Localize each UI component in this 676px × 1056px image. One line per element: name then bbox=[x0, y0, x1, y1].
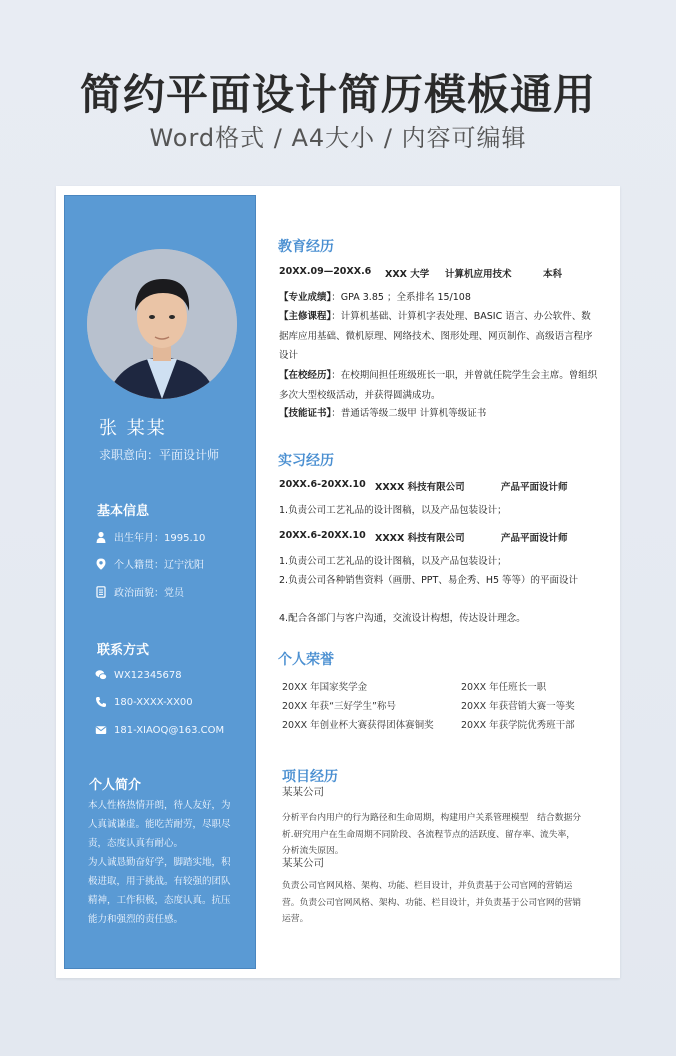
projects-title: 项目经历 bbox=[282, 769, 338, 785]
basic-info-heading: 基本信息 bbox=[97, 504, 150, 519]
email-row bbox=[95, 724, 224, 736]
job-period: 20XX.6-20XX.10 bbox=[279, 530, 366, 541]
document-icon bbox=[95, 586, 107, 598]
resume-sidebar bbox=[64, 195, 256, 969]
origin-row bbox=[95, 556, 204, 571]
job-company: XXXX 科技有限公司 bbox=[375, 482, 465, 493]
education-school: XXX 大学 bbox=[385, 269, 430, 280]
internship-job-2-header bbox=[279, 530, 568, 544]
score-text: ：GPA 3.85 ；全系排名 15/108 bbox=[331, 292, 471, 303]
honor-item: 20XX 年获学院优秀班干部 bbox=[461, 720, 575, 731]
cert-label: 【技能证书】 bbox=[279, 408, 332, 419]
bio-paragraph-1: 本人性格热情开朗，待人友好，为人真诚谦虚。能吃苦耐劳，尽职尽责，态度认真有耐心。 bbox=[88, 800, 231, 849]
education-major: 计算机应用技术 bbox=[445, 269, 512, 280]
job-period: 20XX.6-20XX.10 bbox=[279, 479, 366, 490]
contact-heading: 联系方式 bbox=[97, 643, 150, 658]
honor-item: 20XX 年获营销大赛一等奖 bbox=[461, 701, 575, 712]
campus-text: ：在校期间担任班级班长一职，并曾就任院学生会主席。曾组织多次大型校级活动，并获得圆满成功。 bbox=[279, 370, 598, 401]
project-description: 负责公司官网风格、架构、功能、栏目设计，并负责基于公司官网的营销运营。负责公司官网风格、架构、功能、栏目设计，并负责基于公司官网的营销运营。 bbox=[282, 881, 582, 924]
education-score bbox=[279, 288, 599, 308]
phone-row bbox=[95, 696, 193, 708]
job-role: 产品平面设计师 bbox=[501, 533, 568, 544]
honor-item: 20XX 年国家奖学金 bbox=[282, 682, 368, 693]
education-courses bbox=[279, 307, 599, 366]
wechat-icon bbox=[95, 669, 107, 681]
job-2-duty-1: 1.负责公司工艺礼品的设计图稿，以及产品包装设计； bbox=[279, 556, 507, 567]
job-2-duty-2: 2.负责公司各种销售资料（画册、PPT、易企秀、H5 等等）的平面设计 bbox=[279, 575, 579, 586]
location-pin-icon bbox=[95, 558, 107, 570]
education-cert bbox=[279, 404, 599, 424]
courses-label: 【主修课程】 bbox=[279, 311, 332, 322]
page-headline: 简约平面设计简历模板通用 bbox=[79, 70, 596, 119]
email-text: 181-XIAOQ@163.COM bbox=[114, 724, 225, 736]
internship-title: 实习经历 bbox=[278, 453, 334, 469]
origin-text: 个人籍贯：辽宁沈阳 bbox=[114, 560, 204, 571]
honors-title: 个人荣誉 bbox=[278, 652, 334, 668]
political-row bbox=[95, 584, 184, 599]
bio-heading: 个人简介 bbox=[89, 778, 142, 793]
person-icon bbox=[95, 531, 107, 543]
job-2-duty-3: 4.配合各部门与客户沟通，交流设计构想，传达设计理念。 bbox=[279, 613, 526, 624]
bio-paragraph-2: 为人诚恳勤奋好学，脚踏实地，积极进取，用于挑战。有较强的团队精神，工作积极，态度认真。抗压能力和强烈的责任感。 bbox=[88, 857, 231, 925]
campus-label: 【在校经历】 bbox=[279, 370, 332, 381]
job-role: 产品平面设计师 bbox=[501, 482, 568, 493]
education-header-row bbox=[279, 266, 562, 280]
courses-text: ：计算机基础、计算机字表处理、BASIC 语言、办公软件、数据库应用基础、微机原理、网络技术、图形处理、网页制作、高级语言程序设计 bbox=[279, 311, 593, 361]
birth-text: 出生年月：1995.10 bbox=[114, 533, 206, 544]
honor-item: 20XX 年创业杯大赛获得团体赛铜奖 bbox=[282, 720, 434, 731]
education-degree: 本科 bbox=[543, 269, 563, 280]
wechat-text: WX12345678 bbox=[114, 669, 182, 681]
project-company: 某某公司 bbox=[282, 857, 324, 869]
project-company: 某某公司 bbox=[282, 786, 324, 798]
education-period: 20XX.09—20XX.6 bbox=[279, 266, 372, 277]
resume-page bbox=[56, 186, 620, 978]
candidate-name: 张 某某 bbox=[99, 418, 167, 439]
education-title: 教育经历 bbox=[278, 239, 334, 255]
political-text: 政治面貌：党员 bbox=[114, 588, 184, 599]
internship-job-1-header bbox=[279, 479, 568, 493]
phone-text: 180-XXXX-XX00 bbox=[114, 696, 193, 708]
birth-row bbox=[95, 529, 205, 544]
page-subheadline: Word格式 / A4大小 / 内容可编辑 bbox=[149, 124, 527, 152]
mail-icon bbox=[95, 724, 107, 736]
job-intent: 求职意向：平面设计师 bbox=[99, 448, 220, 462]
education-campus bbox=[279, 366, 599, 405]
job-company: XXXX 科技有限公司 bbox=[375, 533, 465, 544]
wechat-row bbox=[95, 669, 182, 681]
project-description: 分析平台内用户的行为路径和生命周期，构建用户关系管理模型 结合数据分析.研究用户在生命周期不同阶段、各流程节点的活跃度、留存率、流失率，分析流失原因。 bbox=[282, 813, 582, 856]
score-label: 【专业成绩】 bbox=[279, 292, 332, 303]
phone-icon bbox=[95, 696, 107, 708]
honor-item: 20XX 年任班长一职 bbox=[461, 682, 547, 693]
cert-text: ：普通话等级二级甲 计算机等级证书 bbox=[331, 408, 487, 419]
job-1-duty-1: 1.负责公司工艺礼品的设计图稿，以及产品包装设计； bbox=[279, 505, 507, 516]
avatar bbox=[87, 249, 237, 399]
honor-item: 20XX 年获“三好学生”称号 bbox=[282, 701, 396, 712]
